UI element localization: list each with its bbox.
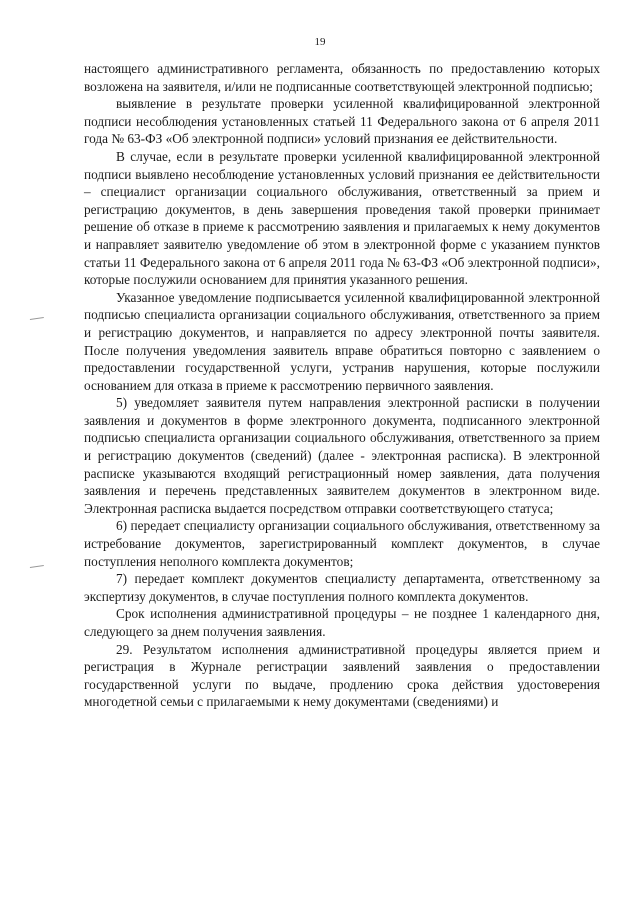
paragraph: настоящего административного регламента, обязанность по предоставлению которых возложена на заявителя, и/или не подписанные соответствующей электронной подписью; (84, 61, 600, 94)
page-number: 19 (314, 36, 326, 48)
paragraph: 5) уведомляет заявителя путем направления электронной расписки в получении заявления и документов в форме электронного документа, подписанного электронной подписью специалиста организации социального обслуживания, ответственного за прием и регистрацию документов (сведений) (далее - электронная расписка). В электронной расписке указываются входящий регистрационный номер заявления, дата получения заявления и перечень представленных заявителем документов в электронном виде. Электронная расписка выдается посредством отправки соответствующего статуса; (84, 395, 600, 516)
paragraph: выявление в результате проверки усиленной квалифицированной электронной подписи несоблюдения установленных статьей 11 Федерального закона от 6 апреля 2011 года № 63-ФЗ «Об электронной подписи» условий признания ее действительности. (84, 96, 600, 147)
paragraph: 7) передает комплект документов специалисту департамента, ответственному за экспертизу документов, в случае поступления полного комплекта документов. (84, 571, 600, 604)
margin-mark (30, 317, 44, 322)
document-body (84, 60, 600, 711)
paragraph: Указанное уведомление подписывается усиленной квалифицированной электронной подписью специалиста организации социального обслуживания, ответственного за прием и регистрацию документов, и направляется по адресу электронной почты заявителя. После получения уведомления заявитель вправе обратиться повторно с заявлением о предоставлении государственной услуги, устранив нарушения, которые послужили основанием для отказа в приеме к рассмотрению первичного заявления. (84, 289, 600, 393)
paragraph: 29. Результатом исполнения административной процедуры является прием и регистрация в Журнале регистрации заявлений заявления о предоставлении государственной услуги по выдаче, продлению срока действия удостоверения многодетной семьи с прилагаемыми к нему документами (сведениями) и (84, 641, 600, 710)
paragraph: В случае, если в результате проверки усиленной квалифицированной электронной подписи выявлено несоблюдение установленных условий признания ее действительности – специалист организации социального обслуживания, ответственный за прием и регистрацию документов, в день завершения проведения такой проверки принимает решение об отказе в приеме к рассмотрению заявления и прилагаемых к нему документов и направляет заявителю уведомление об этом в электронной форме с указанием пунктов статьи 11 Федерального закона от 6 апреля 2011 года № 63-ФЗ «Об электронной подписи», которые послужили основанием для принятия указанного решения. (84, 148, 600, 288)
paragraph: 6) передает специалисту организации социального обслуживания, ответственному за истребование документов, зарегистрированный комплект документов, в случае поступления неполного комплекта документов; (84, 518, 600, 569)
margin-mark (30, 565, 44, 570)
paragraph: Срок исполнения административной процедуры – не позднее 1 календарного дня, следующего за днем получения заявления. (84, 606, 600, 639)
